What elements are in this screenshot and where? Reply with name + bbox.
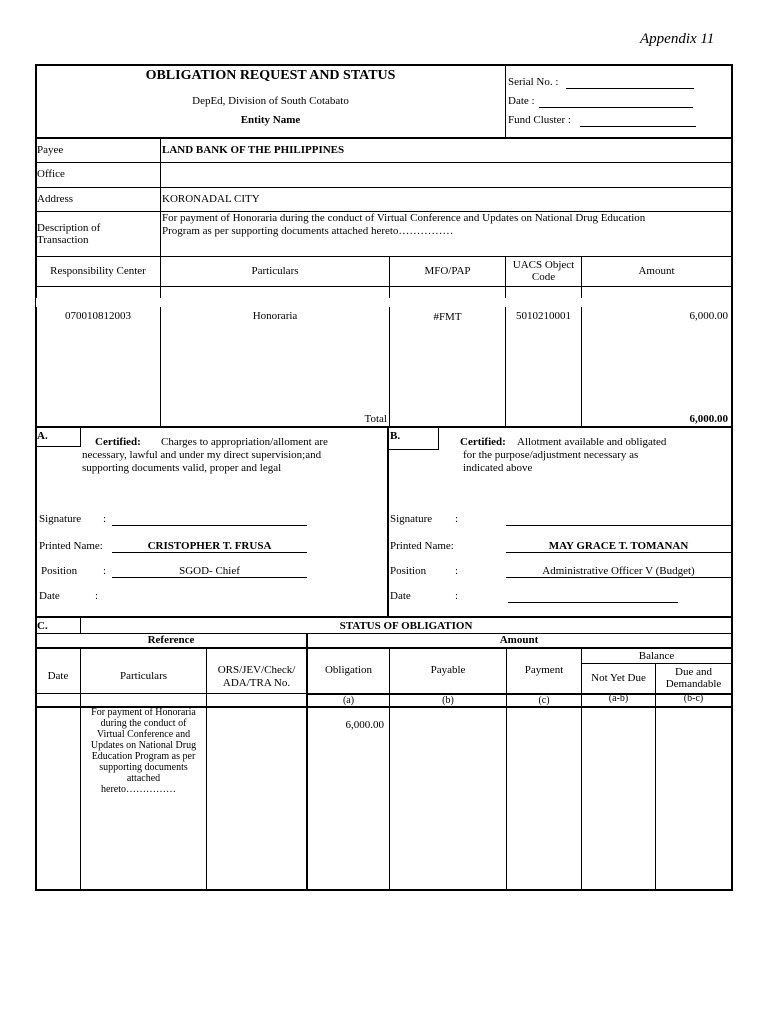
serial-no-field[interactable] [566,88,694,89]
item-responsibility-center: 070010812003 [65,310,131,322]
status-group-bottom [35,647,733,649]
item-mfo-pap: #FMT [433,311,462,323]
date-label: Date : [508,95,535,107]
cert-b-position: Administrative Officer V (Budget) [542,565,695,577]
cert-b-position-line [506,577,731,578]
status-row-particulars-line: For payment of Honoraria [91,707,196,718]
status-row-particulars-line: attached [126,773,161,784]
cert-a-printed-label: Printed Name: [39,540,103,552]
cert-b-box [389,428,439,450]
form-top-border [35,64,733,66]
status-col-divider [581,649,582,890]
status-col-divider [506,649,507,890]
cert-a-position-label: Position [41,565,78,577]
cert-a-line3: supporting documents valid, proper and legal [82,462,282,474]
cert-b-printed-name: MAY GRACE T. TOMANAN [548,540,689,552]
description-line1: For payment of Honoraria during the conduct of Virtual Conference and Updates on National Drug Education [162,212,646,224]
cert-a-signature-field[interactable] [112,525,307,526]
cert-a-line1: Charges to appropriation/alloment are [161,436,328,448]
cert-a-date-label: Date [39,590,60,602]
cert-b-position-label: Position [390,565,427,577]
total-value: 6,000.00 [689,413,728,425]
address-value: KORONADAL CITY [162,193,260,205]
status-balance: Balance [638,650,675,662]
items-gap [36,298,731,307]
fund-cluster-label: Fund Cluster : [508,114,571,126]
cert-b-printed-line [506,552,731,553]
col-divider [160,257,161,427]
form-bottom-border [35,889,733,891]
status-col-date: Date [47,670,69,682]
cert-b-line3: indicated above [463,462,533,474]
status-header-bottom-left [35,693,307,694]
status-col-particulars: Particulars [119,670,168,682]
item-amount: 6,000.00 [689,310,728,322]
cert-b-signature-colon: : [455,513,459,525]
cert-a-line2: necessary, lawful and under my direct supervision;and [82,449,322,461]
status-col-not-yet-due: Not Yet Due [591,672,646,684]
cert-b-line1: Allotment available and obligated [517,436,667,448]
cert-b-date-colon: : [455,590,459,602]
appendix-label: Appendix 11 [640,31,715,47]
status-row-particulars-line: Updates on National Drug [90,740,197,751]
cert-b-box-label: B. [390,430,401,442]
status-row-obligation: 6,000.00 [345,719,384,731]
cert-b-position-colon: : [455,565,459,577]
form-title: OBLIGATION REQUEST AND STATUS [145,68,396,83]
items-header-bottom [35,286,732,287]
status-code-bc: (b-c) [683,693,704,704]
cert-b-date-label: Date [390,590,411,602]
status-reference: Reference [147,634,195,646]
payee-label: Payee [37,144,64,156]
row-divider [35,256,732,257]
cert-b-signature-field[interactable] [506,525,731,526]
total-label: Total [364,413,387,425]
cert-a-signature-label: Signature [39,513,82,525]
status-code-a: (a) [342,695,355,706]
cert-b-signature-label: Signature [390,513,433,525]
status-amount: Amount [499,634,539,646]
status-col-due-line1: Due and [675,666,712,678]
entity-name-label: Entity Name [240,114,301,126]
cert-a-date-colon: : [95,590,99,602]
col-uacs-line1: UACS Object [512,259,575,271]
status-row-particulars-line: during the conduct of [100,718,187,729]
status-row-particulars-line: hereto…………… [101,784,176,795]
status-col-ors-line1: ORS/JEV/Check/ [217,664,296,676]
cert-a-position: SGOD- Chief [179,565,240,577]
status-code-c: (c) [538,695,550,706]
status-code-ab: (a-b) [608,693,629,704]
items-bottom-border [35,426,733,428]
status-row-particulars-line: Education Program as per [91,751,196,762]
col-particulars: Particulars [251,265,299,277]
cert-a-box-label: A. [37,430,48,442]
status-row-particulars [81,707,206,795]
col-responsibility-center: Responsibility Center [50,265,146,277]
cert-divider [387,427,389,617]
col-divider [581,257,582,427]
address-label: Address [37,193,74,205]
label-column-divider [160,138,161,257]
date-field[interactable] [539,107,693,108]
description-label-line1: Description of [37,222,101,234]
header-divider [505,65,506,138]
status-col-obligation: Obligation [324,664,373,676]
cert-a-signature-colon: : [103,513,107,525]
description-line2: Program as per supporting documents attached hereto…………… [162,225,454,237]
status-title: STATUS OF OBLIGATION [339,620,473,632]
serial-no-label: Serial No. : [508,76,559,88]
col-amount: Amount [638,265,675,277]
col-uacs-line2: Code [531,271,556,283]
item-uacs: 5010210001 [516,310,571,322]
description-label-line2: Transaction [37,234,89,246]
payee-value: LAND BANK OF THE PHILIPPINES [162,144,345,156]
cert-a-position-line [112,577,307,578]
cert-a-position-colon: : [103,565,107,577]
row-divider [35,162,732,163]
col-mfo-pap: MFO/PAP [424,265,471,277]
cert-a-printed-name: CRISTOPHER T. FRUSA [147,540,272,552]
cert-a-printed-line [112,552,307,553]
item-particulars: Honoraria [252,310,298,322]
status-box-label: C. [37,620,48,632]
cert-a-box [36,428,81,447]
cert-b-printed-label: Printed Name: [390,540,454,552]
status-row-particulars-line: Virtual Conference and [96,729,191,740]
cert-bottom-border [35,616,733,618]
office-label: Office [37,168,65,180]
status-col-divider [389,649,390,890]
cert-b-certified: Certified: [460,436,506,448]
cert-b-line2: for the purpose/adjustment necessary as [463,449,639,461]
entity-name: DepEd, Division of South Cotabato [192,95,349,107]
status-col-payable: Payable [430,664,466,676]
status-col-due-line2: Demandable [665,678,722,690]
cert-a-certified: Certified: [95,436,141,448]
status-row-particulars-line: supporting documents [99,762,188,773]
status-balance-bottom [581,663,732,664]
cert-b-date-field[interactable] [508,602,678,603]
status-col-payment: Payment [524,664,564,676]
status-code-b: (b) [442,695,454,706]
header-bottom-border [35,137,733,139]
status-col-ors-line2: ADA/TRA No. [222,677,291,689]
col-divider [389,257,390,427]
row-divider [35,187,732,188]
fund-cluster-field[interactable] [580,126,696,127]
